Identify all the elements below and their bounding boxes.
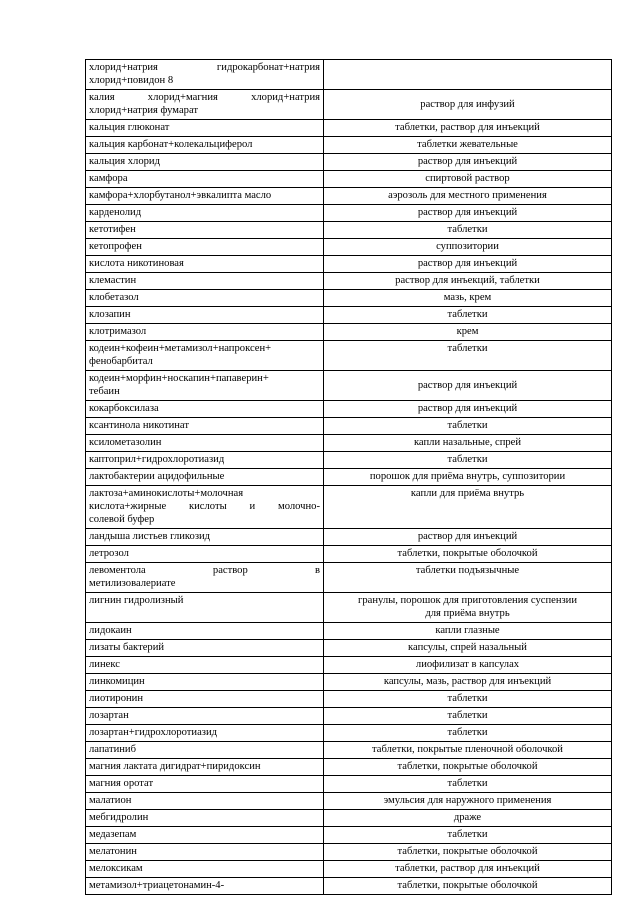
dosage-form-cell xyxy=(324,324,612,341)
dosage-form-line: капсулы, мазь, раствор для инъекций xyxy=(383,676,552,687)
drug-name-line: лозартан+гидрохлоротиазид xyxy=(89,727,218,738)
table-row xyxy=(86,205,612,222)
drug-name-line: линкомицин xyxy=(89,676,145,687)
drug-name-line: хлорид+натрия фумарат xyxy=(89,105,198,116)
table-body xyxy=(86,60,612,895)
drug-name-cell xyxy=(86,827,324,844)
drug-name-cell xyxy=(86,546,324,563)
dosage-form-line: раствор для инъекций xyxy=(417,531,518,542)
drug-name-line: кодеин+кофеин+метамизол+напроксен+ xyxy=(89,343,272,354)
table-row xyxy=(86,708,612,725)
drug-name-line: лидокаин xyxy=(89,625,132,636)
dosage-form-cell xyxy=(324,256,612,273)
table-row xyxy=(86,844,612,861)
drug-name-line: кодеин+морфин+носкапин+папаверин+ xyxy=(89,373,269,384)
dosage-form-line: эмульсия для наружного применения xyxy=(383,795,552,806)
drug-name-line: мелатонин xyxy=(89,846,137,857)
drug-name-line: тебаин xyxy=(89,386,120,397)
table-row xyxy=(86,418,612,435)
table-row xyxy=(86,623,612,640)
drug-name-cell xyxy=(86,222,324,239)
drug-name-line: медазепам xyxy=(89,829,137,840)
drug-name-line: кислота никотиновая xyxy=(89,258,184,269)
dosage-form-cell xyxy=(324,290,612,307)
table-row xyxy=(86,691,612,708)
drug-name-cell xyxy=(86,171,324,188)
table-row xyxy=(86,827,612,844)
table-row xyxy=(86,593,612,623)
dosage-form-line: таблетки, покрытые оболочкой xyxy=(397,846,538,857)
drug-name-cell xyxy=(86,759,324,776)
drug-name-cell xyxy=(86,188,324,205)
dosage-form-cell xyxy=(324,776,612,793)
dosage-form-cell xyxy=(324,674,612,691)
table-row xyxy=(86,878,612,895)
table-row xyxy=(86,657,612,674)
dosage-form-line: таблетки, покрытые оболочкой xyxy=(397,880,538,891)
drug-name-line: карденолид xyxy=(89,207,142,218)
drug-name-cell xyxy=(86,563,324,593)
dosage-form-cell xyxy=(324,137,612,154)
dosage-form-cell xyxy=(324,640,612,657)
dosage-form-line: раствор для инъекций xyxy=(417,207,518,218)
dosage-form-line: раствор для инъекций xyxy=(417,379,518,391)
dosage-form-cell xyxy=(324,239,612,256)
drug-name-cell xyxy=(86,708,324,725)
table-row xyxy=(86,307,612,324)
drug-name-line: мебгидролин xyxy=(89,812,149,823)
dosage-form-cell xyxy=(324,546,612,563)
dosage-form-line: таблетки xyxy=(447,710,488,721)
drug-name-cell xyxy=(86,205,324,222)
dosage-form-line: таблетки, раствор для инъекций xyxy=(395,863,540,874)
dosage-form-line: таблетки xyxy=(447,693,488,704)
dosage-form-line: капли для приёма внутрь xyxy=(410,488,525,499)
table-row xyxy=(86,529,612,546)
drug-name-line: левоментола раствор в xyxy=(89,565,320,576)
dosage-form-line: спиртовой раствор xyxy=(425,173,510,184)
dosage-form-cell xyxy=(324,307,612,324)
dosage-form-cell xyxy=(324,171,612,188)
dosage-form-line: таблетки xyxy=(447,727,488,738)
drug-name-cell xyxy=(86,307,324,324)
drug-name-line: кетопрофен xyxy=(89,241,142,252)
table-row xyxy=(86,120,612,137)
dosage-form-line: таблетки xyxy=(447,343,488,354)
dosage-form-line: мазь, крем xyxy=(443,292,492,303)
drug-name-cell xyxy=(86,593,324,623)
table-row xyxy=(86,239,612,256)
drug-name-line: хлорид+натрия гидрокарбонат+натрия xyxy=(89,62,320,73)
drug-name-cell xyxy=(86,324,324,341)
dosage-form-cell xyxy=(324,188,612,205)
table-row xyxy=(86,546,612,563)
drug-name-cell xyxy=(86,529,324,546)
dosage-form-cell xyxy=(324,708,612,725)
dosage-form-line: раствор для инъекций xyxy=(417,156,518,167)
dosage-form-line: таблетки xyxy=(447,454,488,465)
dosage-form-cell xyxy=(324,844,612,861)
dosage-form-cell xyxy=(324,691,612,708)
dosage-form-line: таблетки xyxy=(447,829,488,840)
dosage-form-line: раствор для инъекций xyxy=(417,258,518,269)
drug-name-cell xyxy=(86,878,324,895)
drug-name-cell xyxy=(86,691,324,708)
dosage-form-line: таблетки xyxy=(447,778,488,789)
drug-name-line: клобетазол xyxy=(89,292,139,303)
dosage-form-cell xyxy=(324,154,612,171)
drug-name-line: лапатиниб xyxy=(89,744,136,755)
dosage-form-line: таблетки подъязычные xyxy=(415,565,520,576)
dosage-form-cell xyxy=(324,60,612,90)
table-row xyxy=(86,452,612,469)
table-row xyxy=(86,725,612,742)
table-row xyxy=(86,776,612,793)
table-row xyxy=(86,861,612,878)
drug-name-line: лизаты бактерий xyxy=(89,642,165,653)
drug-name-cell xyxy=(86,120,324,137)
dosage-form-cell xyxy=(324,657,612,674)
table-row xyxy=(86,60,612,90)
drug-name-cell xyxy=(86,742,324,759)
drug-name-line: каптоприл+гидрохлоротиазид xyxy=(89,454,225,465)
drug-name-cell xyxy=(86,341,324,371)
dosage-form-line: капли назальные, спрей xyxy=(413,437,522,448)
dosage-form-cell xyxy=(324,793,612,810)
dosage-form-cell xyxy=(324,563,612,593)
drug-name-cell xyxy=(86,239,324,256)
drug-name-line: солевой буфер xyxy=(89,514,155,525)
drug-name-line: лактобактерии ацидофильные xyxy=(89,471,225,482)
drug-name-line: магния оротат xyxy=(89,778,154,789)
dosage-form-cell xyxy=(324,810,612,827)
drug-name-cell xyxy=(86,793,324,810)
dosage-form-cell xyxy=(324,371,612,401)
dosage-form-line: лиофилизат в капсулах xyxy=(415,659,520,670)
dosage-form-line: суппозитории xyxy=(436,241,499,252)
dosage-form-cell xyxy=(324,827,612,844)
drug-name-line: лактоза+аминокислоты+молочная xyxy=(89,488,244,499)
drug-name-line: ландыша листьев гликозид xyxy=(89,531,211,542)
drug-name-line: клотримазол xyxy=(89,326,147,337)
dosage-form-cell xyxy=(324,593,612,623)
dosage-form-line: аэрозоль для местного применения xyxy=(388,190,547,201)
drug-name-cell xyxy=(86,371,324,401)
table-row xyxy=(86,222,612,239)
dosage-form-cell xyxy=(324,205,612,222)
dosage-form-line: раствор для инфузий xyxy=(420,98,515,110)
table-row xyxy=(86,188,612,205)
drug-name-line: кальция карбонат+колекальциферол xyxy=(89,139,253,150)
table-row xyxy=(86,137,612,154)
drug-name-cell xyxy=(86,90,324,120)
table-row xyxy=(86,290,612,307)
table-row xyxy=(86,90,612,120)
drug-name-cell xyxy=(86,401,324,418)
drug-name-line: кетотифен xyxy=(89,224,136,235)
dosage-form-cell xyxy=(324,469,612,486)
dosage-form-cell xyxy=(324,401,612,418)
dosage-form-line: таблетки, покрытые пленочной оболочкой xyxy=(372,744,563,755)
table-row xyxy=(86,171,612,188)
drug-name-cell xyxy=(86,452,324,469)
dosage-form-cell xyxy=(324,529,612,546)
drug-name-cell xyxy=(86,154,324,171)
drug-name-cell xyxy=(86,623,324,640)
table-row xyxy=(86,486,612,529)
table-row xyxy=(86,341,612,371)
drug-name-cell xyxy=(86,657,324,674)
dosage-form-cell xyxy=(324,742,612,759)
table-row xyxy=(86,759,612,776)
drug-name-cell xyxy=(86,137,324,154)
drug-name-cell xyxy=(86,273,324,290)
dosage-form-line: таблетки xyxy=(447,309,488,320)
dosage-form-cell xyxy=(324,222,612,239)
dosage-form-cell xyxy=(324,120,612,137)
dosage-form-line: гранулы, порошок для приготовления суспензии xyxy=(357,595,578,606)
dosage-form-cell xyxy=(324,759,612,776)
drug-name-line: летрозол xyxy=(89,548,129,559)
drug-name-line: ксантинола никотинат xyxy=(89,420,189,431)
dosage-form-cell xyxy=(324,486,612,529)
dosage-form-cell xyxy=(324,273,612,290)
drug-name-line: камфора xyxy=(89,173,128,184)
table-row xyxy=(86,154,612,171)
drug-name-line: малатион xyxy=(89,795,132,806)
drug-name-cell xyxy=(86,810,324,827)
drug-name-line: мелоксикам xyxy=(89,863,143,874)
dosage-form-line: капсулы, спрей назальный xyxy=(408,642,527,653)
dosage-form-line: таблетки жевательные xyxy=(417,139,518,150)
dosage-form-line: для приёма внутрь xyxy=(425,608,510,619)
table-row xyxy=(86,674,612,691)
drug-name-line: кальция глюконат xyxy=(89,122,170,133)
drug-forms-table xyxy=(85,59,612,895)
table-row xyxy=(86,469,612,486)
dosage-form-line: таблетки, покрытые оболочкой xyxy=(397,548,538,559)
table-row xyxy=(86,256,612,273)
drug-name-cell xyxy=(86,640,324,657)
dosage-form-line: таблетки xyxy=(447,420,488,431)
dosage-form-line: таблетки, покрытые оболочкой xyxy=(397,761,538,772)
dosage-form-line: драже xyxy=(453,812,482,823)
dosage-form-cell xyxy=(324,623,612,640)
table-row xyxy=(86,793,612,810)
drug-name-cell xyxy=(86,776,324,793)
table-row xyxy=(86,640,612,657)
dosage-form-cell xyxy=(324,90,612,120)
drug-name-line: кальция хлорид xyxy=(89,156,160,167)
drug-name-line: метамизол+триацетонамин-4- xyxy=(89,880,225,891)
drug-name-line: лозартан xyxy=(89,710,129,721)
dosage-form-line: капли глазные xyxy=(435,625,500,636)
dosage-form-cell xyxy=(324,435,612,452)
drug-name-cell xyxy=(86,256,324,273)
drug-name-line: линекс xyxy=(89,659,120,670)
drug-name-cell xyxy=(86,486,324,529)
drug-name-line: клозапин xyxy=(89,309,131,320)
table-row xyxy=(86,742,612,759)
dosage-form-cell xyxy=(324,861,612,878)
drug-name-line: метилизовалериате xyxy=(89,578,176,589)
dosage-form-line xyxy=(327,61,608,74)
drug-name-cell xyxy=(86,290,324,307)
dosage-form-line: таблетки, раствор для инъекций xyxy=(395,122,540,133)
dosage-form-line: раствор для инъекций, таблетки xyxy=(395,275,540,286)
drug-name-line: кокарбоксилаза xyxy=(89,403,159,414)
drug-name-line: камфора+хлорбутанол+эвкалипта масло xyxy=(89,190,272,201)
drug-name-line: лиотиронин xyxy=(89,693,144,704)
dosage-form-cell xyxy=(324,878,612,895)
drug-name-cell xyxy=(86,844,324,861)
table-row xyxy=(86,273,612,290)
table-row xyxy=(86,435,612,452)
table-row xyxy=(86,324,612,341)
dosage-form-line: таблетки xyxy=(447,224,488,235)
drug-name-line: хлорид+повидон 8 xyxy=(89,75,174,86)
drug-name-line: магния лактата дигидрат+пиридоксин xyxy=(89,761,261,772)
drug-name-cell xyxy=(86,725,324,742)
drug-name-cell xyxy=(86,60,324,90)
table-row xyxy=(86,563,612,593)
dosage-form-line: порошок для приёма внутрь, суппозитории xyxy=(369,471,566,482)
dosage-form-cell xyxy=(324,418,612,435)
dosage-form-cell xyxy=(324,341,612,371)
drug-name-line: кислота+жирные кислоты и молочно- xyxy=(89,501,320,512)
drug-name-line: ксилометазолин xyxy=(89,437,162,448)
table-row xyxy=(86,810,612,827)
table-row xyxy=(86,371,612,401)
drug-name-cell xyxy=(86,435,324,452)
drug-name-cell xyxy=(86,469,324,486)
drug-name-cell xyxy=(86,674,324,691)
dosage-form-line: раствор для инъекций xyxy=(417,403,518,414)
drug-name-line: фенобарбитал xyxy=(89,356,153,367)
drug-name-line: клемастин xyxy=(89,275,137,286)
dosage-form-line: крем xyxy=(456,326,479,337)
drug-name-line: лигнин гидролизный xyxy=(89,595,184,606)
dosage-form-cell xyxy=(324,725,612,742)
drug-name-cell xyxy=(86,418,324,435)
dosage-form-cell xyxy=(324,452,612,469)
table-row xyxy=(86,401,612,418)
drug-name-line: калия хлорид+магния хлорид+натрия xyxy=(89,92,320,103)
drug-name-cell xyxy=(86,861,324,878)
